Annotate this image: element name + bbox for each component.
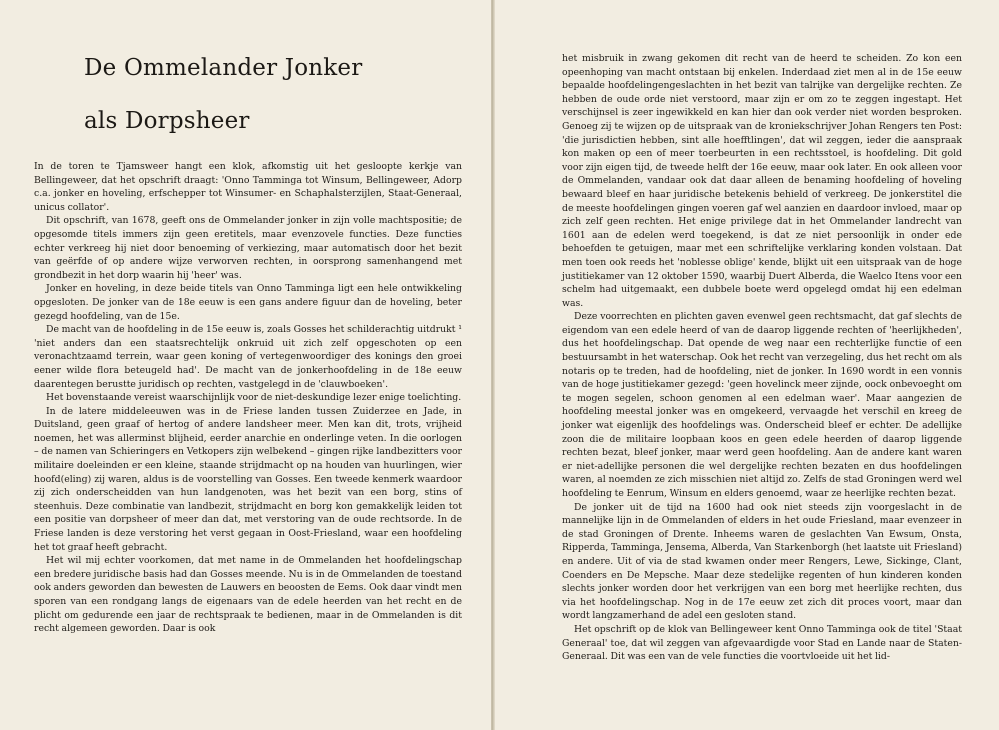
paragraph: In de toren te Tjamsweer hangt een klok, afkomstig uit het gesloopte kerkje van Bellingeweer, dat het opschrift draagt: 'Onno Tamminga tot Winsum, Bellingeweer, Adorp c.a. jonker en hoveling, erfschepper tot Winsumer- en Schaphalsterzijlen, Staat-Generaal, unicus collator'. [34, 161, 462, 213]
paragraph: Het bovenstaande vereist waarschijnlijk voor de niet-deskundige lezer enige toelichting. [46, 392, 462, 404]
paragraph: Jonker en hoveling, in deze beide titels van Onno Tamminga ligt een hele ontwikkeling opgesloten. De jonker van de 18e eeuw is een gans andere figuur dan de hoveling, beter gezegd hoofdeling, van de 15e. [34, 283, 462, 322]
chapter-title-line-2: als Dorpsheer [84, 108, 250, 134]
left-page [0, 0, 492, 730]
paragraph: De jonker uit de tijd na 1600 had ook niet steeds zijn voorgeslacht in de mannelijke lijn in de Ommelanden of elders in het oude Friesland, maar evenzeer in de stad Groningen of Drente. Inheems waren de geslachten Van Ewsum, Onsta, Ripperda, Tamminga, Jensema, Alberda, Van Starkenborgh (het laatste uit Friesland) en andere. Uit of via de stad kwamen onder meer Rengers, Lewe, Sickinge, Clant, Coenders en De Mepsche. Maar deze stedelijke regenten of hun kinderen konden slechts jonker worden door het verkrijgen van een borg met heerlijke rechten, dus via het hoofdelingschap. Nog in de 17e eeuw zet zich dit proces voort, maar dan wordt langzamerhand de adel een gesloten stand. [562, 501, 962, 622]
paragraph: Het wil mij echter voorkomen, dat met name in de Ommelanden het hoofdelingschap een bredere juridische basis had dan Gosses meende. Nu is in de Ommelanden de toestand ook anders geworden dan bewesten de Lauwers en beoosten de Eems. Ook daar vindt men sporen van een rondgang langs de eigenaars van de edele heerden van het recht en de plicht om gedurende een jaar de rechtspraak te bedienen, maar in de Ommelanden is dit recht algemeen geworden. Daar is ook [34, 555, 462, 635]
paragraph: Het opschrift op de klok van Bellingeweer kent Onno Tamminga ook de titel 'Staat Generaal' toe, dat wil zeggen van afgevaardigde voor Stad en Lande naar de Staten-Generaal. Dit was een van de vele functies die voortvloeide uit het lid- [562, 623, 962, 663]
paragraph: De macht van de hoofdeling in de 15e eeuw is, zoals Gosses het schilderachtig uitdrukt ¹ 'niet anders dan een staatsrechtelijk onkruid uit zich zelf opgeschoten op een veronachtzaamd terrein, waar geen koning of vertegenwoordiger des konings den groei eener wilde flora beteugeld had'. De macht van de jonkerhoofdeling in de 18e eeuw daarentegen berustte juridisch op rechten, vastgelegd in de 'clauwboeken'. [34, 324, 462, 390]
paragraph: Dit opschrift, van 1678, geeft ons de Ommelander jonker in zijn volle machtspositie; de opgesomde titels immers zijn geen eretitels, maar evenzovele functies. Deze functies echter verkreeg hij niet door benoeming of verkiezing, maar automatisch door het bezit van geërfde of op andere wijze verworven rechten, in oorsprong samenhangend met grondbezit in het dorp waarin hij 'heer' was. [34, 215, 462, 281]
left-page-body [34, 160, 462, 636]
chapter-title-line-1: De Ommelander Jonker [84, 55, 363, 81]
paragraph: In de latere middeleeuwen was in de Friese landen tussen Zuiderzee en Jade, in Duitsland, geen graaf of hertog of andere landsheer meer. Men kan dit, trots, vrijheid noemen, het was allerminst blijheid, eerder anarchie en onderlinge veten. In die oorlogen – de namen van Schieringers en Vetkopers zijn welbekend – gingen rijke landbezitters voor militaire doeleinden er een kleine, staande strijdmacht op na houden van huurlingen, wier hoofd(eling) zij waren, aldus is de voorstelling van Gosses. Een tweede kenmerk waardoor zij zich onderscheidden van hun landgenoten, was het bezit van een borg, stins of steenhuis. Deze combinatie van landbezit, strijdmacht en borg kon gemakkelijk leiden tot een positie van dorpsheer of meer dan dat, met verstoring van de oude rechtsorde. In de Friese landen is deze verstoring het verst gegaan in Oost-Friesland, waar een hoofdeling het tot graaf heeft gebracht. [34, 405, 462, 553]
paragraph: Deze voorrechten en plichten gaven evenwel geen rechtsmacht, dat gaf slechts de eigendom van een edele heerd of van de daarop liggende rechten of 'heerlijkheden', dus het hoofdelingschap. Dat opende de weg naar een rechterlijke functie of een bestuursambt in het waterschap. Ook het recht van verzegeling, dus het recht om als notaris op te treden, had de hoofdeling, niet de jonker. In 1690 wordt in een vonnis van de hoge justitiekamer gezegd: 'geen hovelinck meer zijnde, oock onbevoeght om te mogen segelen, schoon genomen al een edelman waer'. Maar aangezien de hoofdeling meestal jonker was en omgekeerd, vervaagde het verschil en kreeg de jonker wat eigenlijk des hoofdelings was. Onderscheid bleef er echter. De adellijke zoon die de militaire loopbaan koos en geen edele heerden of daarop liggende rechten bezat, bleef jonker, maar werd geen hoofdeling. Aan de andere kant waren er niet-adellijke personen die wel dergelijke rechten bezaten en dus hoofdelingen waren, al noemden ze zich misschien niet altijd zo. Zelfs de stad Groningen werd wel hoofdeling te Eenrum, Winsum en elders genoemd, waar ze heerlijke rechten bezat. [562, 311, 962, 499]
paragraph: het misbruik in zwang gekomen dit recht van de heerd te scheiden. Zo kon een opeenhoping van macht ontstaan bij enkelen. Inderdaad ziet men al in de 15e eeuw bepaalde hoofdelingengeslachten in het bezit van talrijke van dergelijke rechten. Ze hebben de oude orde niet verstoord, maar zijn er om zo te zeggen ingestapt. Het verschijnsel is zeer ingewikkeld en kan hier dan ook verder niet worden besproken. Genoeg zij te wijzen op de uitspraak van de kroniekschrijver Johan Rengers ten Post: 'die jurisdictien hebben, sint alle hoefftlingen', dat wil zeggen, ieder die aanspraak kon maken op een of meer toerbeurten in een rechtsstoel, is hoofdeling. Dit gold voor zijn eigen tijd, de tweede helft der 16e eeuw, maar ook later. En ook alleen voor de Ommelanden, vandaar ook dat daar alleen de benaming hoofdeling of hoveling bewaard bleef en haar juridische betekenis behield of verkreeg. De jonkerstitel die de meeste hoofdelingen gingen voeren gaf wel aanzien en daardoor invloed, maar op zich zelf geen rechten. Het enige privilege dat in het Ommelander landrecht van 1601 aan de edelen werd toegekend, is dat ze niet persoonlijk in onder ede behoefden te getuigen, maar met een schriftelijke verklaring konden volstaan. Dat men toen ook reeds het 'noblesse oblige' kende, blijkt uit een uitspraak van de hoge justitiekamer van 12 oktober 1590, waarbij Duert Alberda, die Waelco Itens voor een schelm had uitgemaakt, een dubbele boete werd opgelegd omdat hij een edelman was. [562, 53, 962, 309]
right-page-body [562, 52, 962, 664]
